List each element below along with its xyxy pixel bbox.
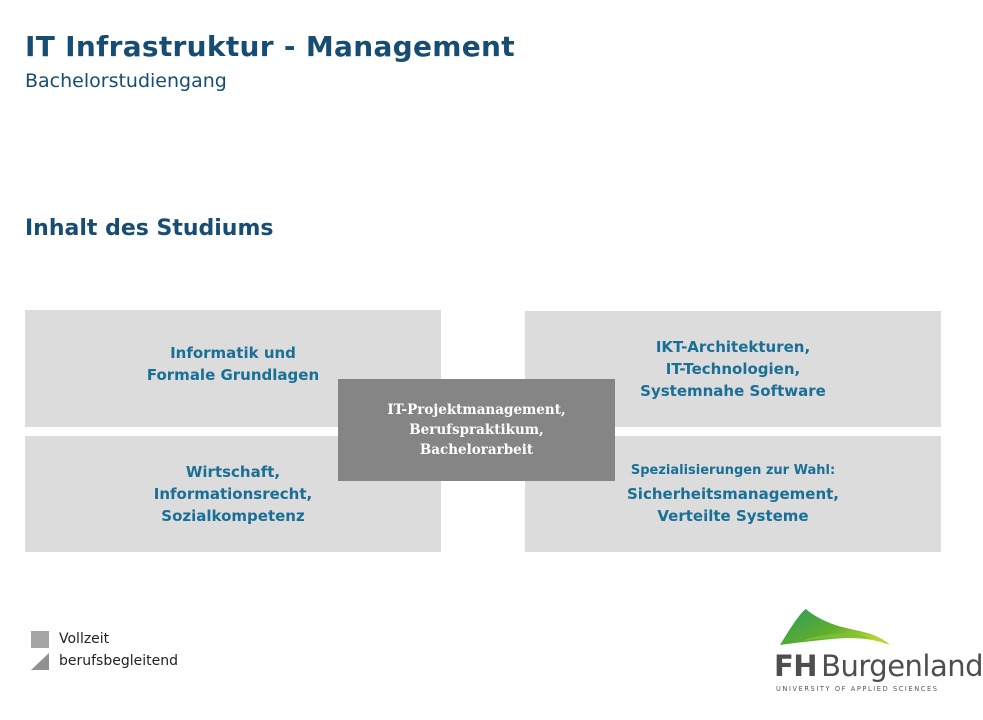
legend-label-berufsbegleitend: berufsbegleitend [59, 653, 178, 669]
logo-wordmark [774, 649, 983, 683]
center-box-line-1: IT-Projektmanagement, [387, 402, 566, 418]
legend-item-berufsbegleitend [31, 651, 178, 671]
page-subtitle: Bachelorstudiengang [25, 70, 227, 92]
logo-fh: FH [774, 649, 818, 683]
fh-burgenland-logo [772, 605, 983, 700]
box-informatik-line-1: Informatik und [170, 343, 296, 362]
logo-swoosh-icon [772, 605, 932, 650]
box-wirtschaft-line-2: Informationsrecht, [153, 485, 313, 503]
logo-tagline: UNIVERSITY OF APPLIED SCIENCES [776, 685, 939, 693]
legend-swatch-solid [31, 631, 49, 648]
box-spezialisierungen-caption: Spezialisierungen zur Wahl: [630, 463, 836, 478]
box-ikt-line-2: IT-Technologien, [665, 360, 801, 378]
logo-name: Burgenland [821, 649, 983, 683]
page-title: IT Infrastruktur - Management [25, 30, 515, 63]
legend-item-vollzeit [31, 629, 178, 649]
box-spezialisierungen-line-1: Sicherheitsmanagement, [627, 485, 839, 503]
legend-swatch-diagonal [31, 653, 49, 670]
box-wirtschaft-line-3: Sozialkompetenz [161, 507, 305, 525]
legend [31, 629, 178, 673]
center-box-line-2: Berufspraktikum, [409, 422, 544, 438]
legend-label-vollzeit: Vollzeit [59, 631, 110, 647]
box-ikt-line-1: IKT-Architekturen, [655, 338, 811, 356]
center-box-line-3: Bachelorarbeit [419, 442, 534, 458]
box-informatik-line-2: Formale Grundlagen [146, 365, 320, 384]
box-ikt-line-3: Systemnahe Software [640, 382, 826, 400]
box-wirtschaft-line-1: Wirtschaft, [185, 463, 281, 481]
box-projektmanagement [338, 379, 615, 481]
box-spezialisierungen-line-2: Verteilte Systeme [657, 507, 809, 525]
section-heading: Inhalt des Studiums [25, 216, 274, 241]
